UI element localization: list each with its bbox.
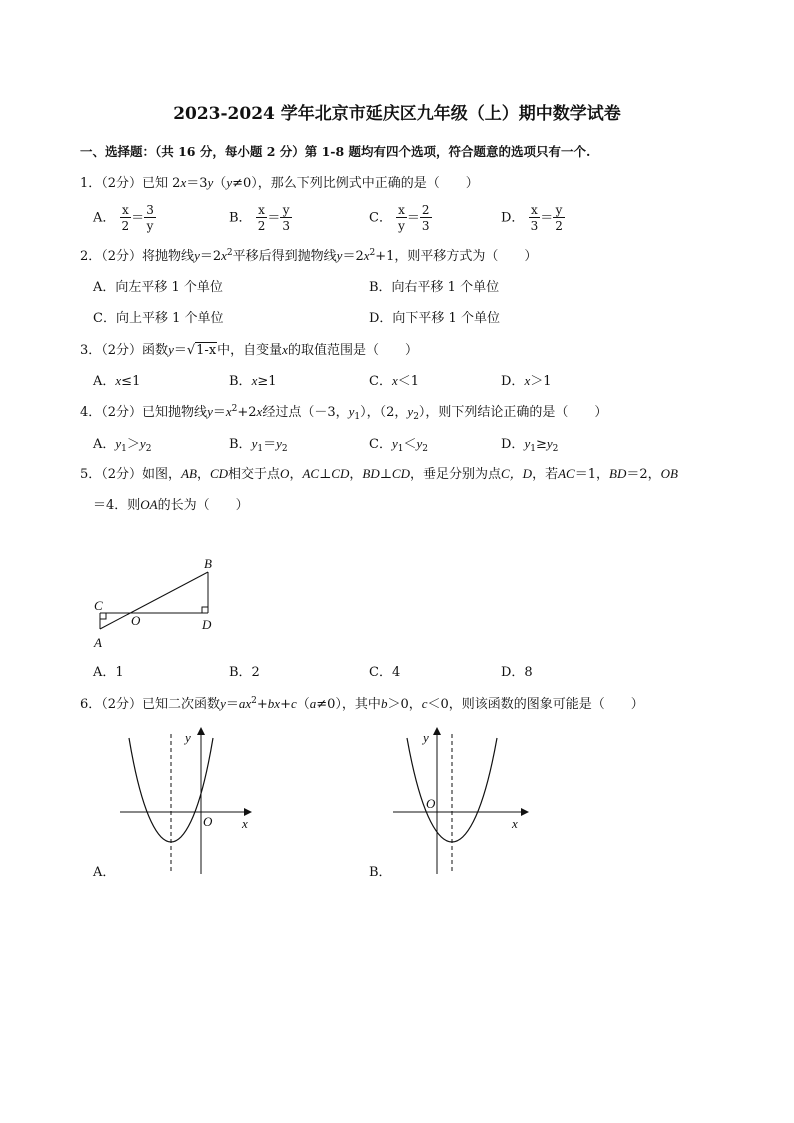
- question-5-line2: ＝4．则OA的长为（ ）: [93, 497, 249, 513]
- section-heading: 一、选择题：（共 16 分，每小题 2 分）第 1-8 题均有四个选项，符合题意的选项只有一个.: [80, 144, 591, 159]
- axis-x-label: x: [242, 816, 248, 831]
- q1-option-d[interactable]: D． $\frac{x}{3}$ ＝ $\frac{y}{2}$: [501, 203, 563, 233]
- q2-option-d[interactable]: D．向下平移 1 个单位: [369, 311, 500, 326]
- q6-graph-a: [115, 722, 260, 882]
- axis-x-label: x: [512, 816, 518, 831]
- axis-y-label: y: [423, 730, 429, 745]
- q6-option-b[interactable]: B．: [369, 865, 392, 880]
- q1-option-a[interactable]: A． $\frac{x}{2}$ ＝ $\frac{3}{y}$: [93, 203, 154, 233]
- q2-option-b[interactable]: B．向右平移 1 个单位: [369, 280, 500, 295]
- question-4: 4．（2分）已知抛物线$y=x^2+2x$经过点（－3，$y_1$），（2，$y_2$），则下列结论正确的是（ ）: [80, 404, 608, 422]
- label-O: O: [131, 613, 141, 628]
- q5-option-d[interactable]: D．8: [501, 665, 533, 680]
- question-5: 5．（2分）如图，AB，CD相交于点O，AC⊥CD，BD⊥CD，垂足分别为点C，D，若AC＝1，BD＝2，OB: [80, 466, 678, 482]
- q3-option-d[interactable]: D．x＞1: [501, 373, 552, 389]
- q4-option-d[interactable]: D．$y_1\ge y_2$: [501, 436, 559, 454]
- label-B: B: [204, 556, 212, 571]
- q6-graph-b: [390, 722, 535, 882]
- q1-option-c[interactable]: C． $\frac{x}{y}$ ＝ $\frac{2}{3}$: [369, 203, 430, 233]
- q1-option-b[interactable]: B． $\frac{x}{2}$ ＝ $\frac{y}{3}$: [229, 203, 290, 233]
- page-title: 2023-2024 学年北京市延庆区九年级（上）期中数学试卷: [173, 104, 621, 124]
- q2-option-c[interactable]: C．向上平移 1 个单位: [93, 311, 224, 326]
- q3-option-c[interactable]: C．x＜1: [369, 373, 420, 389]
- radicand: 1-x: [196, 343, 217, 358]
- q4-option-a[interactable]: A．$y_1>y_2$: [93, 436, 152, 454]
- label-D: D: [202, 617, 212, 632]
- label-A: A: [94, 635, 102, 650]
- q5-option-a[interactable]: A．1: [93, 665, 124, 680]
- q4-option-b[interactable]: B．$y_1=y_2$: [229, 436, 288, 454]
- q5-option-c[interactable]: C．4: [369, 665, 401, 680]
- q3-option-b[interactable]: B．x≥1: [229, 373, 277, 389]
- origin-label: O: [203, 814, 213, 829]
- q3-option-a[interactable]: A．x≤1: [93, 373, 141, 389]
- q5-option-b[interactable]: B．2: [229, 665, 260, 680]
- q5-figure: [90, 555, 220, 650]
- question-number: 1．（2分）: [80, 176, 143, 191]
- label-C: C: [94, 598, 103, 613]
- question-1: 1．（2分）已知 2x＝3y（y≠0），那么下列比例式中正确的是（ ）: [80, 175, 479, 191]
- question-3: 3．（2分）函数y＝√1-x中，自变量x的取值范围是（ ）: [80, 342, 418, 358]
- q2-option-a[interactable]: A．向左平移 1 个单位: [93, 280, 223, 295]
- question-6: 6．（2分）已知二次函数$y=ax^2+bx+c(a\ne 0)$，其中b＞0，c＜0，则该函数的图象可能是（ ）: [80, 696, 644, 712]
- axis-y-label: y: [185, 730, 191, 745]
- question-2: 2．（2分）将抛物线$y=2x^2$平移后得到抛物线$y=2x^2+1$，则平移方式为（ ）: [80, 248, 538, 264]
- q6-option-a[interactable]: A．: [93, 865, 116, 880]
- origin-label: O: [426, 796, 436, 811]
- q4-option-c[interactable]: C．$y_1<y_2$: [369, 436, 428, 454]
